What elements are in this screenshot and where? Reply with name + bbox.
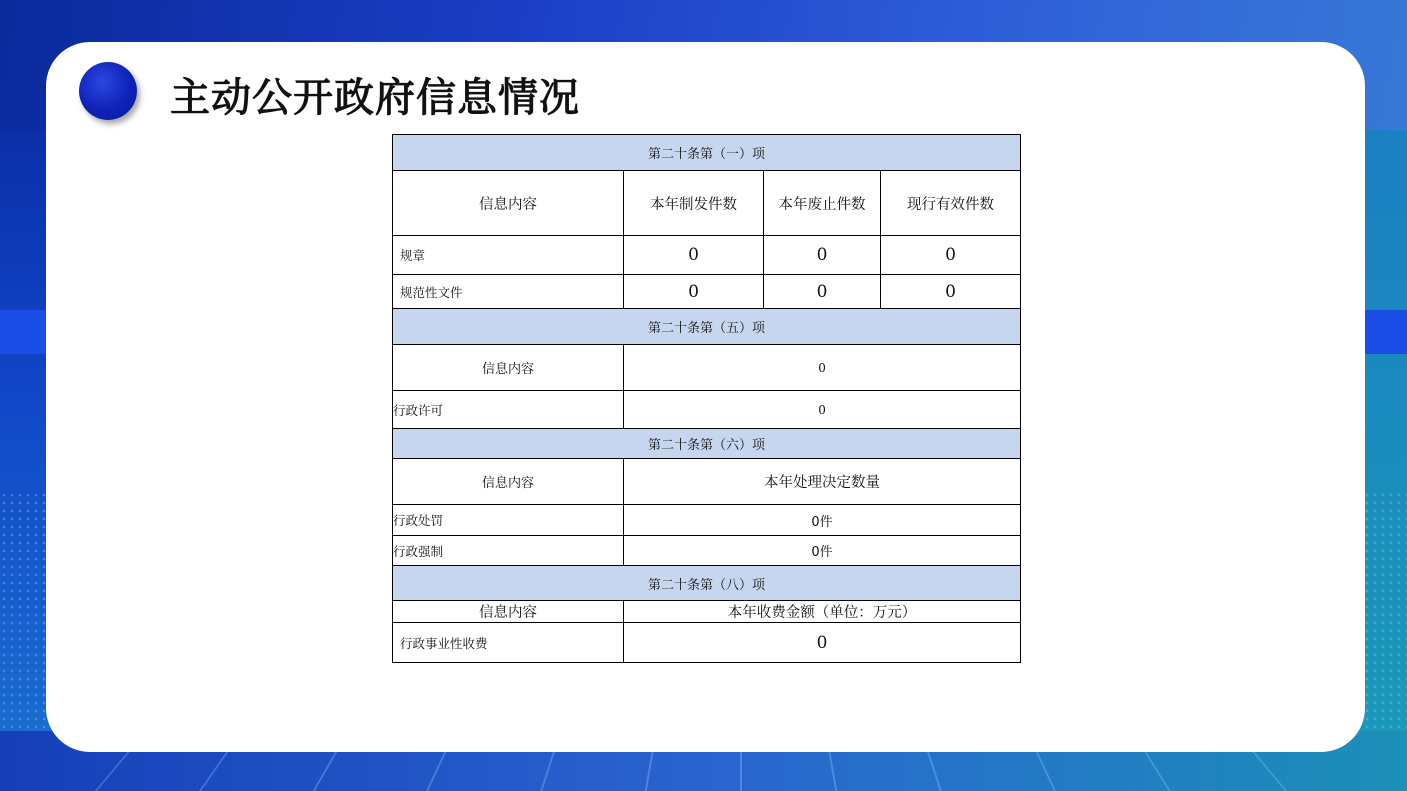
- cell-value: 0: [624, 236, 764, 275]
- section-header-row: [393, 429, 1021, 459]
- table-row: [393, 505, 1021, 536]
- row-label: 行政强制: [393, 536, 624, 566]
- column-header-row: [393, 601, 1021, 623]
- column-header: 信息内容: [393, 601, 624, 623]
- column-header: 信息内容: [393, 345, 624, 391]
- disclosure-table: [392, 134, 1021, 663]
- table-row: [393, 536, 1021, 566]
- cell-value: 0: [764, 236, 881, 275]
- column-header-row: [393, 459, 1021, 505]
- column-header-row: [393, 345, 1021, 391]
- title-bullet-icon: [79, 62, 137, 120]
- row-label: 规章: [393, 236, 624, 275]
- section-title: 第二十条第（八）项: [393, 566, 1021, 601]
- column-header-row: [393, 171, 1021, 236]
- section-header-row: [393, 135, 1021, 171]
- cell-value: 0: [881, 236, 1021, 275]
- section-header-row: [393, 309, 1021, 345]
- cell-value: 0: [881, 275, 1021, 309]
- table-row: [393, 623, 1021, 663]
- row-label: 行政事业性收费: [393, 623, 624, 663]
- row-label: 规范性文件: [393, 275, 624, 309]
- row-label: 行政处罚: [393, 505, 624, 536]
- section-title: 第二十条第（一）项: [393, 135, 1021, 171]
- column-header: 本年废止件数: [764, 171, 881, 236]
- cell-value: 0: [624, 275, 764, 309]
- table-row: [393, 391, 1021, 429]
- section-title: 第二十条第（五）项: [393, 309, 1021, 345]
- table-row: [393, 275, 1021, 309]
- column-header: 现行有效件数: [881, 171, 1021, 236]
- section-header-row: [393, 566, 1021, 601]
- column-header: 信息内容: [393, 171, 624, 236]
- table-row: [393, 236, 1021, 275]
- column-header: 本年处理决定数量: [624, 459, 1021, 505]
- column-header: 信息内容: [393, 459, 624, 505]
- cell-value: 0: [764, 275, 881, 309]
- row-label: 行政许可: [393, 391, 624, 429]
- section-title: 第二十条第（六）项: [393, 429, 1021, 459]
- column-header: 本年制发件数: [624, 171, 764, 236]
- cell-value: 0件: [624, 505, 1021, 536]
- cell-value: 0: [624, 623, 1021, 663]
- column-header: 本年收费金额（单位：万元）: [624, 601, 1021, 623]
- cell-value: 0: [624, 391, 1021, 429]
- page-title: 主动公开政府信息情况: [170, 75, 580, 121]
- cell-value: 0: [624, 345, 1021, 391]
- cell-value: 0件: [624, 536, 1021, 566]
